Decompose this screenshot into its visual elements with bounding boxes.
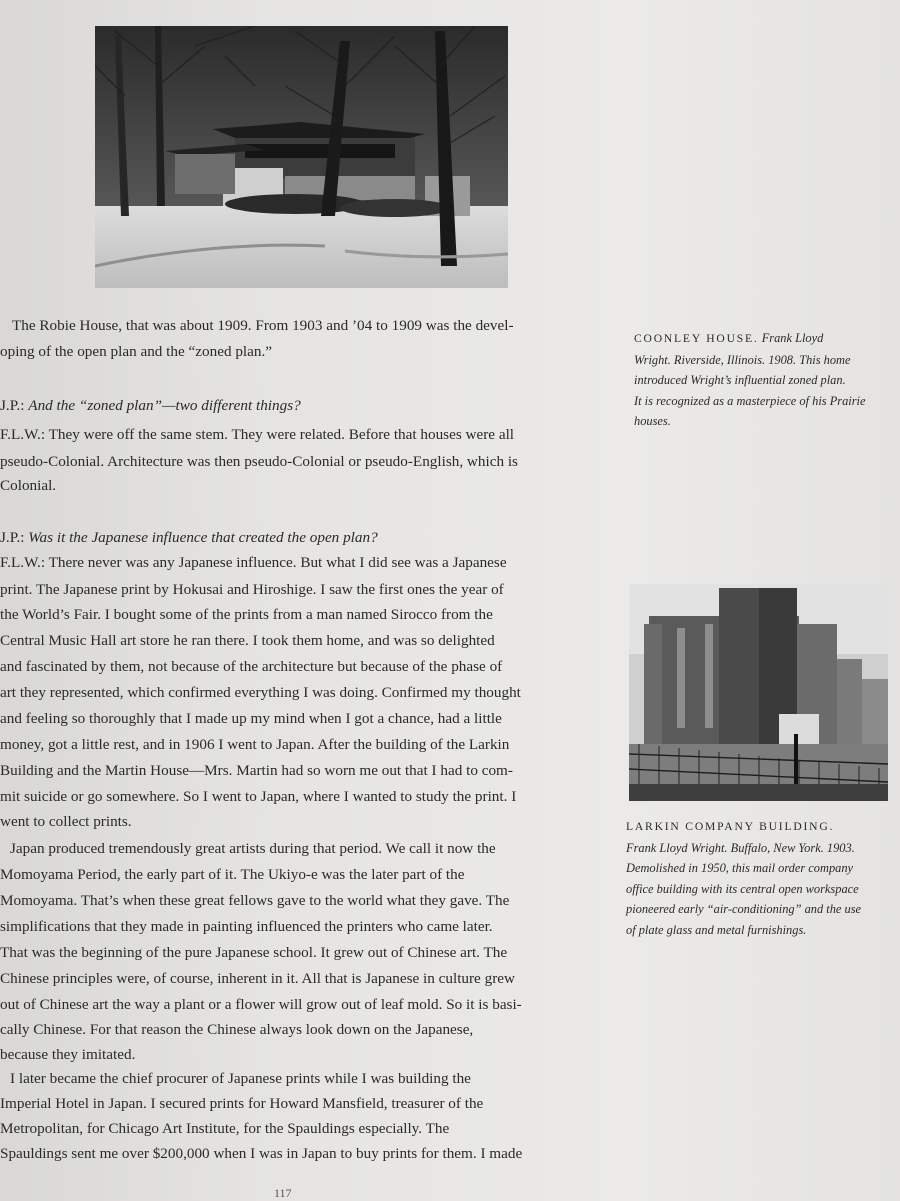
paragraph-line: That was the beginning of the pure Japanese school. It grew out of Chinese art. The xyxy=(0,944,508,961)
speaker-label: J.P.: xyxy=(0,397,25,414)
caption-text: of plate glass and metal furnishings. xyxy=(626,922,807,937)
paragraph-line: Imperial Hotel in Japan. I secured prints for Howard Mansfield, treasurer of the xyxy=(0,1095,484,1112)
answer-text: There never was any Japanese influence. But what I did see was a Japanese xyxy=(48,554,507,571)
larkin-building-photo xyxy=(629,584,888,801)
paragraph-line: simplifications that they made in painting influenced the printers who came later. xyxy=(0,918,493,935)
paragraph-line: Metropolitan, for Chicago Art Institute, for the Spauldings especially. The xyxy=(0,1120,450,1137)
answer-line: went to collect prints. xyxy=(0,813,132,830)
speaker-label: J.P.: xyxy=(0,529,25,546)
caption-text: Wright. Riverside, Illinois. 1908. This home xyxy=(634,352,851,367)
caption-text: Demolished in 1950, this mail order company xyxy=(626,861,854,876)
answer-line: Building and the Martin House—Mrs. Martin had so worn me out that I had to com- xyxy=(0,762,513,779)
caption-text: introduced Wright’s influential zoned plan. xyxy=(634,373,846,388)
caption-text: office building with its central open workspace xyxy=(626,881,859,896)
paragraph-line: I later became the chief procurer of Japanese prints while I was building the xyxy=(10,1070,471,1087)
caption-title: LARKIN COMPANY BUILDING. xyxy=(626,820,835,833)
answer-line xyxy=(0,426,514,444)
question-line xyxy=(0,397,301,415)
answer-line: mit suicide or go somewhere. So I went to Japan, where I wanted to study the print. I xyxy=(0,788,517,805)
paragraph-line: cally Chinese. For that reason the Chinese always look down on the Japanese, xyxy=(0,1021,474,1038)
paragraph-line: Japan produced tremendously great artists during that period. We call it now the xyxy=(10,840,496,857)
caption-text: houses. xyxy=(634,414,671,429)
paragraph-line: Momoyama. That’s when these great fellows gave to the world what they gave. The xyxy=(0,892,510,909)
larkin-building-caption xyxy=(626,817,861,941)
paragraph-line: Spauldings sent me over $200,000 when I was in Japan to buy prints for them. I made xyxy=(0,1145,523,1162)
answer-line: money, got a little rest, and in 1906 I went to Japan. After the building of the Larkin xyxy=(0,736,510,753)
caption-text: pioneered early “air-conditioning” and the use xyxy=(626,902,862,917)
caption-title: COONLEY HOUSE. xyxy=(634,332,759,345)
speaker-label: F.L.W.: xyxy=(0,426,46,443)
paragraph-line: because they imitated. xyxy=(0,1046,136,1063)
caption-text: It is recognized as a masterpiece of his Prairie xyxy=(634,393,866,408)
paragraph-line: Chinese principles were, of course, inherent in it. All that is Japanese in culture grew xyxy=(0,970,515,987)
answer-line: and fascinated by them, not because of the architecture but because of the phase of xyxy=(0,658,503,675)
paragraph-line: out of Chinese art the way a plant or a flower will grow out of leaf mold. So it is basi- xyxy=(0,996,522,1013)
caption-text: Frank Lloyd xyxy=(761,331,824,345)
answer-line: Colonial. xyxy=(0,477,57,494)
speaker-label: F.L.W.: xyxy=(0,554,46,571)
question-line xyxy=(0,529,378,547)
answer-line: and feeling so thoroughly that I made up my mind when I got a chance, had a little xyxy=(0,710,502,727)
answer-line: the World’s Fair. I bought some of the prints from a man named Sirocco from the xyxy=(0,606,493,623)
question-text: And the “zoned plan”—two different things? xyxy=(28,397,301,414)
robie-house-photo xyxy=(95,26,508,288)
answer-line: Central Music Hall art store he ran there. I took them home, and was so delighted xyxy=(0,632,495,649)
question-text: Was it the Japanese influence that created the open plan? xyxy=(28,529,378,546)
answer-text: They were off the same stem. They were related. Before that houses were all xyxy=(48,426,515,443)
page-number: 117 xyxy=(274,1186,292,1200)
answer-line xyxy=(0,554,507,572)
answer-line: art they represented, which confirmed everything I was doing. Confirmed my thought xyxy=(0,684,521,701)
paragraph-line: oping of the open plan and the “zoned plan.” xyxy=(0,343,273,360)
coonley-house-caption xyxy=(634,328,866,432)
paragraph-line: Momoyama Period, the early part of it. The Ukiyo-e was the later part of the xyxy=(0,866,465,883)
caption-text: Frank Lloyd Wright. Buffalo, New York. 1903. xyxy=(626,840,855,855)
paragraph-line: The Robie House, that was about 1909. From 1903 and ’04 to 1909 was the devel- xyxy=(12,317,514,334)
answer-line: print. The Japanese print by Hokusai and Hiroshige. I saw the first ones the year of xyxy=(0,581,504,598)
answer-line: pseudo-Colonial. Architecture was then pseudo-Colonial or pseudo-English, which is xyxy=(0,453,518,470)
